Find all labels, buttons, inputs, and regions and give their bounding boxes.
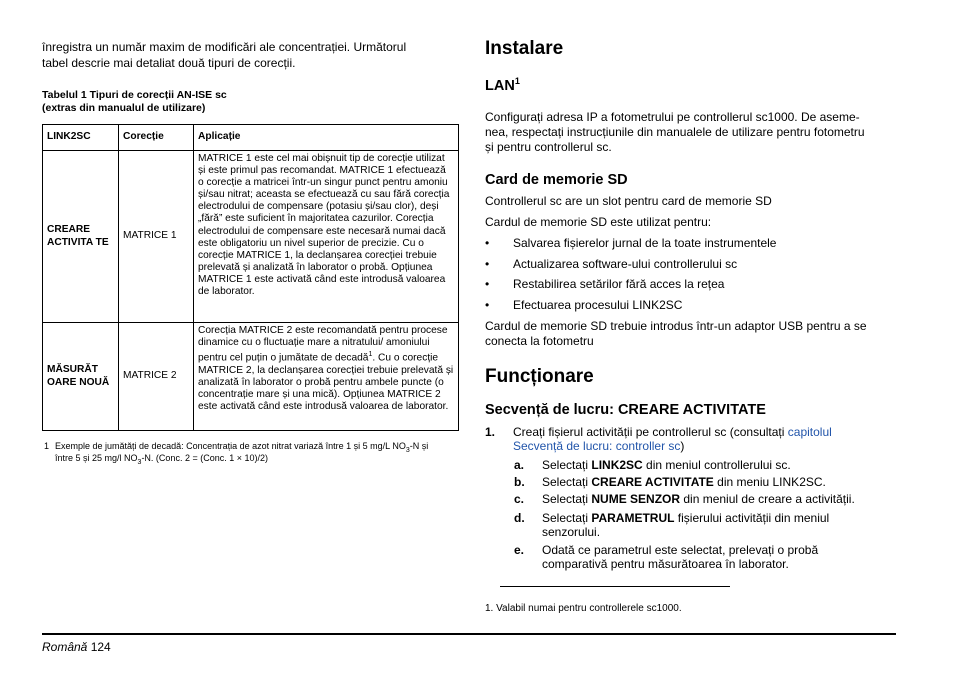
table-caption-title: Tabelul 1 Tipuri de corecții AN-ISE sc [42, 89, 227, 101]
table-footnote-line-2: între 5 și 25 mg/l $NO_3-N$. (Conc. 2 = (Conc. 1 × 10)/2) [55, 453, 268, 466]
header-application: Aplicație [194, 125, 459, 151]
application-text-a: Corecția MATRICE 2 este recomandată pentru procese dinamice cu o fluctuație mare a nitratului/ amoniului pentru cel puțin o jumătate de decadă [198, 325, 448, 364]
card-paragraph-1: Controllerul sc are un slot pentru card de memorie SD [485, 194, 772, 208]
table-row [43, 323, 459, 431]
table-caption-subtitle: (extras din manualul de utilizare) [42, 102, 206, 114]
page-footnote: 1. Valabil numai pentru controllerele sc1000. [485, 603, 682, 614]
footnote-separator [500, 586, 730, 587]
footnote-ref[interactable]: 1 [368, 351, 373, 359]
chapter-link-title[interactable]: Secvență de lucru: controller sc [513, 439, 681, 453]
application-text-b: . Cu o corecție MATRICE 2, la declanșarea corecției trebuie prelevată și analizată în laborator o probă pentru ambele puncte (o concentrație mare și una mică). Opțiunea MATRICE 2 este activată când este introdusă valoarea de laborator. [198, 352, 454, 412]
row-name: MĂSURĂT OARE NOUĂ [43, 323, 119, 431]
lan-heading: LAN$^1$ [485, 76, 520, 94]
row-correction: MATRICE 2 [119, 323, 194, 431]
table-footnote-line-1: Exemple de jumătăți de decadă: Concentrația de azot nitrat variază între 1 și 5 mg/L $NO_3-N$ și [55, 441, 429, 454]
lan-footnote-ref[interactable]: 1 [514, 76, 520, 86]
bullet-marker: • [485, 277, 490, 291]
table-row [43, 151, 459, 323]
functionare-heading: Funcționare [485, 366, 594, 387]
card-paragraph-2: Cardul de memorie SD este utilizat pentru: [485, 215, 712, 229]
header-correction: Corecție [119, 125, 194, 151]
workflow-heading: Secvență de lucru: CREARE ACTIVITATE [485, 402, 766, 418]
table-footnote-number: 1 [44, 441, 50, 451]
step-1-label: 1. [485, 425, 496, 439]
table-caption [42, 89, 227, 115]
chapter-link[interactable]: capitolul [787, 425, 832, 439]
table-header-row [43, 125, 459, 151]
intro-line-1: înregistra un număr maxim de modificări ale concentrației. Următorul [42, 40, 407, 54]
row-correction: MATRICE 1 [119, 151, 194, 323]
step-1-text: Creați fișierul activității pe controllerul sc (consultați capitolul Secvență de lucru: controller sc) [513, 425, 832, 453]
bullet-marker: • [485, 298, 490, 312]
page-footer [42, 640, 111, 655]
row-name: CREARE ACTIVITA TE [43, 151, 119, 323]
instalare-heading: Instalare [485, 38, 564, 59]
card-heading: Card de memorie SD [485, 172, 628, 188]
row-application: MATRICE 1 este cel mai obișnuit tip de corecție utilizat și este primul pas recomandat. MATRICE 1 efectuează o corecție a matricei într-un singur punct pentru amoniu și/sau nitrat; aceasta se efectuează cu sau fără corecția electrodului de compensare (potasiu și/sau clor), deși „fără” este suficient în majoritatea cazurilor. Corecția electrodului de compensare este necesară numai dacă este obligatoriu un nivel superior de precizie. Cu o corecție MATRICE 1, la declanșarea corecției trebuie prelevată și analizată în laborator o probă. Opțiunea MATRICE 1 este activată când este introdusă valoarea de laborator. [194, 151, 459, 323]
footer-rule [42, 633, 896, 635]
card-paragraph-3: Cardul de memorie SD trebuie introdus într-un adaptor USB pentru a se conecta la fotometru [485, 319, 867, 348]
corrections-table [42, 124, 459, 431]
footer-page-number: 124 [90, 640, 111, 654]
bullet-marker: • [485, 257, 490, 271]
footer-language: Română [42, 640, 88, 654]
header-link2sc: LINK2SC [43, 125, 119, 151]
row-application [194, 323, 459, 431]
lan-paragraph: Configurați adresa IP a fotometrului pe controllerul sc1000. De aseme- nea, respectați instrucțiunile din manualele de utilizare pentru fotometru și pentru controllerul sc. [485, 110, 865, 154]
bullet-marker: • [485, 236, 490, 250]
intro-line-2: tabel descrie mai detaliat două tipuri de corecții. [42, 56, 296, 70]
